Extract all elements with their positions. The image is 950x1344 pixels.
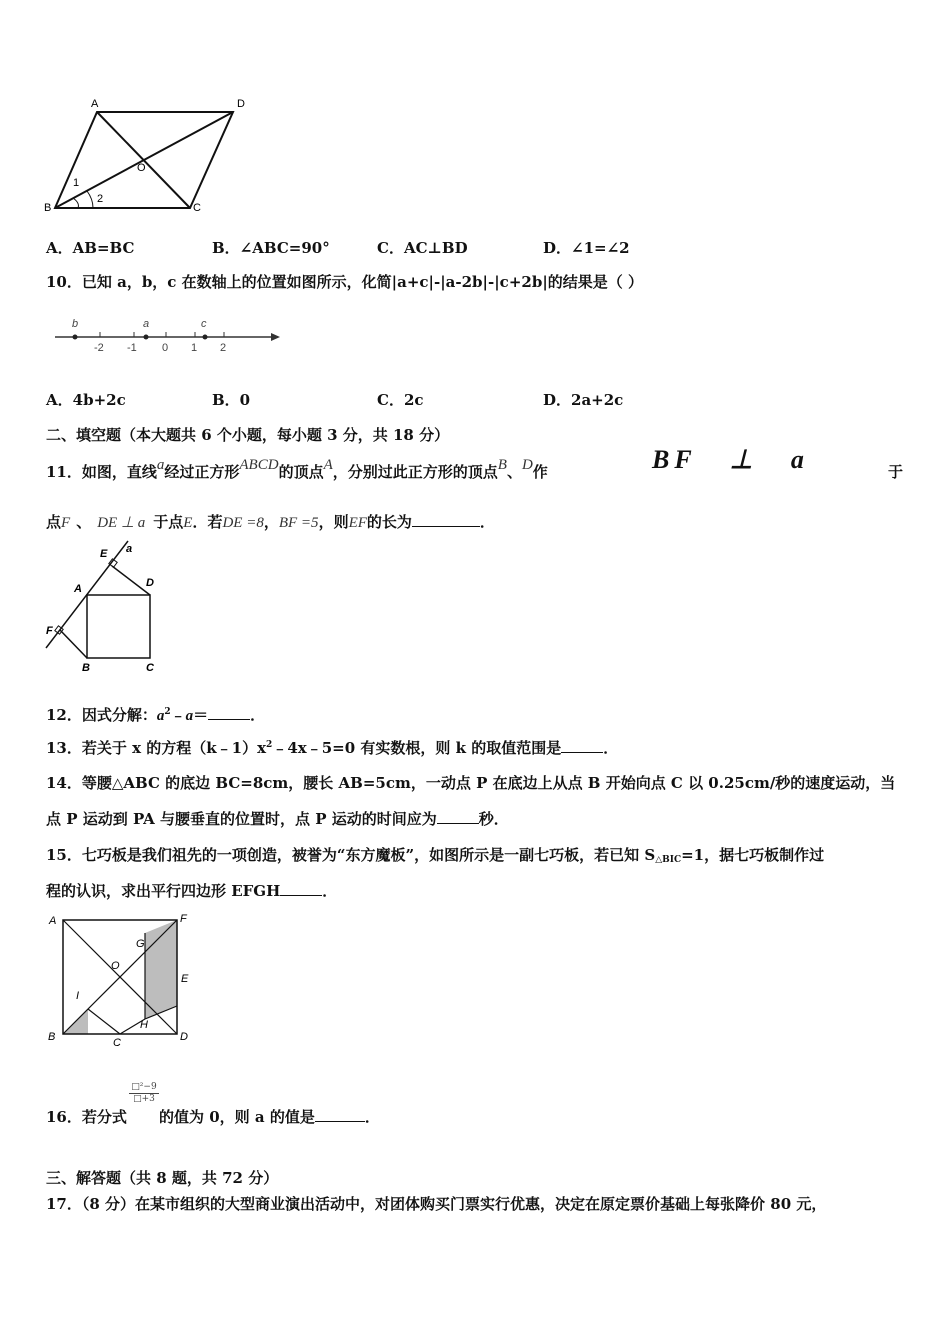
q12-minus: ﹣ xyxy=(170,706,186,724)
q11-l2-a: 点 xyxy=(46,513,62,531)
q10-option-b: B．0 xyxy=(212,391,251,409)
q15-l1b: =1，据七巧板制作过 xyxy=(681,846,825,864)
q11-text-1: 11．如图，直线 xyxy=(46,463,157,481)
fig11-label-F: F xyxy=(46,625,53,637)
q12-sup: 2 xyxy=(164,707,171,717)
q11-bf-perp-a: BF ⊥ a xyxy=(652,445,809,474)
q11-de-perp-a: DE ⊥ a xyxy=(97,515,146,531)
q12-answer-blank[interactable] xyxy=(208,719,250,720)
q12-var-a2: a xyxy=(185,708,194,724)
q10-option-d: D．2a+2c xyxy=(543,391,624,409)
q15-answer-blank[interactable] xyxy=(280,895,322,896)
q11-l2-f: 的长为 xyxy=(366,513,412,531)
q10-option-a: A．4b+2c xyxy=(46,391,126,409)
q16-numerator: □²−9 xyxy=(129,1082,159,1094)
q15-l2: 程的认识，求出平行四边形 EFGH xyxy=(46,882,281,900)
q11-l2-e: ，则 xyxy=(318,513,349,531)
q11-text-5: 作 xyxy=(532,463,548,481)
fig15-label-G: G xyxy=(136,938,145,950)
q16-answer-blank[interactable] xyxy=(315,1121,365,1122)
q11-var-E: E xyxy=(183,515,193,531)
fig11-label-D: D xyxy=(146,577,154,589)
q12-end: ． xyxy=(250,706,266,724)
q15-sub: △BIC xyxy=(655,855,682,865)
q16-fraction xyxy=(129,1082,159,1104)
fig11-label-E: E xyxy=(100,548,108,560)
q11-end: ． xyxy=(479,513,495,531)
q16-rest xyxy=(159,1106,380,1127)
q9-option-a: A．AB=BC xyxy=(46,239,135,257)
q14-end: 秒． xyxy=(478,810,509,828)
q9-option-c: C．AC⊥BD xyxy=(377,239,468,257)
axis-tick-neg2: -2 xyxy=(94,342,104,354)
q11-text-4: ，分别过此正方形的顶点 xyxy=(332,463,498,481)
q16-pre: 16．若分式 xyxy=(46,1108,127,1126)
axis-label-a: a xyxy=(143,318,150,330)
fig15-label-C: C xyxy=(113,1037,121,1049)
label-B: B xyxy=(44,202,52,214)
label-angle1: 1 xyxy=(73,177,80,189)
q16-post: 的值为 0，则 a 的值是 xyxy=(159,1108,315,1126)
q13-end: ． xyxy=(603,739,619,757)
q9-option-b: B．∠ABC=90° xyxy=(212,239,330,257)
q14-answer-blank[interactable] xyxy=(437,823,479,824)
q11-text-3: 的顶点 xyxy=(278,463,324,481)
fig15-label-E: E xyxy=(181,973,189,985)
axis-label-b: b xyxy=(72,318,79,330)
fig15-label-H: H xyxy=(140,1019,148,1031)
q11-l2-d: ．若 xyxy=(192,513,223,531)
fig11-label-B: B xyxy=(82,662,90,674)
q11-var-a: a xyxy=(156,457,165,473)
label-D: D xyxy=(237,98,245,110)
label-C: C xyxy=(193,202,201,214)
section2-heading: 二、填空题（本大题共 6 个小题，每小题 3 分，共 18 分） xyxy=(46,426,450,444)
q11-line2 xyxy=(46,511,495,532)
q16-end: ． xyxy=(364,1108,380,1126)
q13-answer-blank[interactable] xyxy=(561,752,603,753)
axis-tick-0: 0 xyxy=(162,342,169,354)
q13-pre: 13．若关于 x 的方程（k﹣1）x xyxy=(46,739,267,757)
q13-sup: 2 xyxy=(266,740,273,750)
q11-text-2: 经过正方形 xyxy=(164,463,240,481)
axis-tick-1: 1 xyxy=(191,342,198,354)
q10-option-c: C．2c xyxy=(377,391,424,409)
q10-question: 10．已知 a，b，c 在数轴上的位置如图所示，化简|a+c|-|a-2b|-|c+2b|的结果是（ ） xyxy=(46,273,643,291)
square-line-figure xyxy=(40,540,170,675)
number-line-figure xyxy=(50,312,285,357)
parallelogram-figure xyxy=(40,95,260,220)
q11-l2-b: 、 xyxy=(76,513,92,531)
q13-question xyxy=(46,737,618,758)
q11-bf-eq-5: BF =5 xyxy=(278,515,319,531)
q11-sep: 、 xyxy=(506,463,522,481)
q12-var-a: a xyxy=(156,708,165,724)
fig11-label-A: A xyxy=(74,583,82,595)
q11-de-eq-8: DE =8 xyxy=(222,515,264,531)
q13-post: ﹣4x﹣5=0 有实数根，则 k 的取值范围是 xyxy=(272,739,562,757)
fig15-label-B: B xyxy=(48,1031,56,1043)
q15-end: ． xyxy=(322,882,338,900)
q16-denominator: □+3 xyxy=(133,1094,155,1104)
q11-var-D: D xyxy=(521,457,533,473)
section3-heading: 三、解答题（共 8 题，共 72 分） xyxy=(46,1169,279,1187)
axis-tick-neg1: -1 xyxy=(127,342,137,354)
q11-answer-blank[interactable] xyxy=(412,526,480,527)
q11-var-abcd: ABCD xyxy=(239,457,279,473)
q14-line2 xyxy=(46,808,509,829)
q11-var-F: F xyxy=(61,515,71,531)
q15-line2 xyxy=(46,880,337,901)
tangram-figure xyxy=(44,910,204,1049)
fig15-label-O: O xyxy=(111,960,120,972)
axis-label-c: c xyxy=(201,318,207,330)
fig15-label-D: D xyxy=(180,1031,188,1043)
q14-line1: 14．等腰△ABC 的底边 BC=8cm，腰长 AB=5cm，一动点 P 在底边上从点 B 开始向点 C 以 0.25cm/秒的速度运动，当 xyxy=(46,774,896,792)
label-A: A xyxy=(91,98,99,110)
fig15-label-I: I xyxy=(76,990,80,1002)
fig11-label-a: a xyxy=(126,543,133,555)
q11-var-EF: EF xyxy=(348,515,367,531)
q15-line1 xyxy=(46,844,824,865)
label-angle2: 2 xyxy=(97,193,104,205)
q12-pre: 12．因式分解： xyxy=(46,706,157,724)
q9-option-d: D．∠1=∠2 xyxy=(543,239,630,257)
q14-l2: 点 P 运动到 PA 与腰垂直的位置时，点 P 运动的时间应为 xyxy=(46,810,437,828)
q11-var-B: B xyxy=(497,457,507,473)
fig15-label-F: F xyxy=(180,913,187,925)
axis-tick-2: 2 xyxy=(220,342,227,354)
q11-text-6: 于 xyxy=(888,463,904,481)
q17-text: 17．（8 分）在某市组织的大型商业演出活动中，对团体购买门票实行优惠，决定在原定票价基础上每张降价 80 元， xyxy=(46,1195,827,1213)
q12-question xyxy=(46,704,265,725)
q12-eq: ＝ xyxy=(193,706,209,724)
q15-l1a: 15．七巧板是我们祖先的一项创造，被誉为“东方魔板”，如图所示是一副七巧板，若已知 S xyxy=(46,846,656,864)
q11-line1 xyxy=(46,457,548,482)
q11-l2-c: 于点 xyxy=(153,513,184,531)
q11-comma: ， xyxy=(263,513,279,531)
fig11-label-C: C xyxy=(146,662,154,674)
label-O: O xyxy=(137,162,146,174)
fig15-label-A: A xyxy=(49,915,57,927)
q11-var-A: A xyxy=(323,457,333,473)
